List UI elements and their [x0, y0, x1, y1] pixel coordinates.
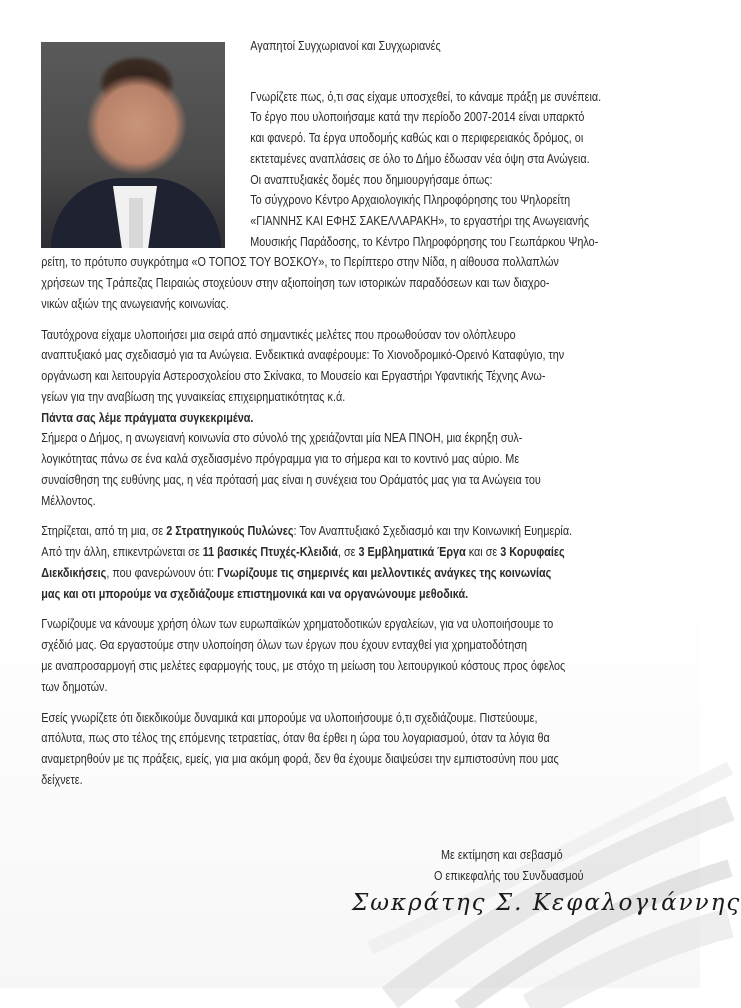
paragraph-line: Μέλλοντος. [41, 494, 96, 508]
paragraph-line: και φανερό. Τα έργα υποδομής καθώς και ο περιφερειακός δρόμος, οι [250, 131, 584, 145]
pillars-line-4: μας και οτι μπορούμε να σχεδιάζουμε επιστημονικά και να οργανώνουμε μεθοδικά. [41, 587, 469, 601]
closing-role: Ο επικεφαλής του Συνδυασμού [434, 869, 584, 883]
paragraph-line: αναμετρηθούν με τις πράξεις, εμείς, για μια ακόμη φορά, δεν θα έχουμε διαψεύσει την εμπιστοσύνη που μας [41, 752, 559, 766]
pillars-line: Στηρίζεται, από τη μια, σε 2 Στρατηγικούς Πυλώνες: Τον Αναπτυξιακό Σχεδιασμό και την Κοινωνική Ευημερία. [41, 524, 573, 538]
paragraph-line: νικών αξιών της ανωγειανής κοινωνίας. [41, 297, 229, 311]
paragraph-line: Μουσικής Παράδοσης, το Κέντρο Πληροφόρησης του Γεωπάρκου Ψηλο- [250, 235, 599, 249]
paragraph-line: Σήμερα ο Δήμος, η ανωγειανή κοινωνία στο σύνολό της χρειάζονται μία ΝΕΑ ΠΝΟΗ, μια έκρηξη συλ- [41, 431, 523, 445]
paragraph-line: οργάνωση και λειτουργία Αστεροσχολείου στο Σκίνακα, το Μουσείο και Εργαστήρι Υφαντικής Τέχνης Ανω- [41, 369, 546, 383]
pillars-line-2: Από την άλλη, επικεντρώνεται σε 11 βασικές Πτυχές-Κλειδιά, σε 3 Εμβληματικά Έργα και σε 3 Κορυφαίες [41, 545, 565, 559]
signature: Σωκράτης Σ. Κεφαλογιάννης [352, 890, 741, 916]
paragraph-line: Γνωρίζουμε να κάνουμε χρήση όλων των ευρωπαϊκών χρηματοδοτικών εργαλείων, για να υλοποιήσουμε το [41, 617, 554, 631]
paragraph-line: ρείτη, το πρότυπο συγκρότημα «Ο ΤΟΠΟΣ ΤΟΥ ΒΟΣΚΟΥ», το Περίπτερο στην Νίδα, η αίθουσα πολλαπλών [41, 255, 559, 269]
paragraph-line: Το έργο που υλοποιήσαμε κατά την περίοδο 2007-2014 είναι υπαρκτό [250, 110, 585, 124]
paragraph-line: Οι αναπτυξιακές δομές που δημιουργήσαμε όπως: [250, 173, 493, 187]
paragraph-line: αναπτυξιακό μας σχεδιασμό για τα Ανώγεια. Ενδεικτικά αναφέρουμε: Το Χιονοδρομικό-Ορεινό Καταφύγιο, την [41, 348, 565, 362]
paragraph-line: χρήσεων της Τράπεζας Πειραιώς στοχεύουν στην αξιοποίηση των ιστορικών παραδόσεων και των διαχρο- [41, 276, 550, 290]
paragraph-line: απόλυτα, πως στο τέλος της επόμενης τετραετίας, όταν θα έρθει η ώρα του λογαριασμού, όταν τα λόγια θα [41, 731, 550, 745]
pillars-line-3: Διεκδικήσεις, που φανερώνουν ότι: Γνωρίζουμε τις σημερινές και μελλοντικές ανάγκες της κοινωνίας [41, 566, 552, 580]
paragraph-line: Εσείς γνωρίζετε ότι διεκδικούμε δυναμικά και μπορούμε να υλοποιήσουμε ό,τι σχεδιάζουμε. Πιστεύουμε, [41, 711, 538, 725]
greeting: Αγαπητοί Συγχωριανοί και Συγχωριανές [250, 39, 441, 53]
paragraph-line: λογικότητας πάνω σε ένα καλά σχεδιασμένο πρόγραμμα για το σήμερα και το κοντινό μας αύριο. Με [41, 452, 520, 466]
paragraph-line: γείων για την αναβίωση της γυναικείας επιχειρηματικότητας κ.ά. [41, 390, 346, 404]
closing-regards: Με εκτίμηση και σεβασμό [441, 848, 563, 862]
paragraph-line: Ταυτόχρονα είχαμε υλοποιήσει μια σειρά από σημαντικές μελέτες που προωθούσαν τον ολόπλευρο [41, 328, 516, 342]
candidate-photo [41, 42, 225, 248]
paragraph-line: εκτεταμένες αναπλάσεις σε όλο το Δήμο έδωσαν νέα όψη στα Ανώγεια. [250, 152, 590, 166]
paragraph-line: Το σύγχρονο Κέντρο Αρχαιολογικής Πληροφόρησης του Ψηλορείτη [250, 193, 571, 207]
paragraph-line: σχέδιό μας. Θα εργαστούμε στην υλοποίηση όλων των έργων που έχουν ενταχθεί για χρηματοδότηση [41, 638, 528, 652]
bold-statement: Πάντα σας λέμε πράγματα συγκεκριμένα. [41, 411, 254, 425]
paragraph-line: «ΓΙΑΝΝΗΣ ΚΑΙ ΕΦΗΣ ΣΑΚΕΛΛΑΡΑΚΗ», το εργαστήρι της Ανωγειανής [250, 214, 590, 228]
paragraph-line: με αναπροσαρμογή στις μελέτες εφαρμογής τους, με στόχο τη μείωση του λειτουργικού κόστους προς όφελος [41, 659, 566, 673]
paragraph-line: των δημοτών. [41, 680, 108, 694]
paragraph-line: δείχνετε. [41, 773, 83, 787]
paragraph-line: Γνωρίζετε πως, ό,τι σας είχαμε υποσχεθεί, το κάναμε πράξη με συνέπεια. [250, 90, 602, 104]
paragraph-line: συναίσθηση της ευθύνης μας, η νέα πρότασή μας είναι η συνέχεια του Οράματός μας για τα Ανώγεια του [41, 473, 541, 487]
